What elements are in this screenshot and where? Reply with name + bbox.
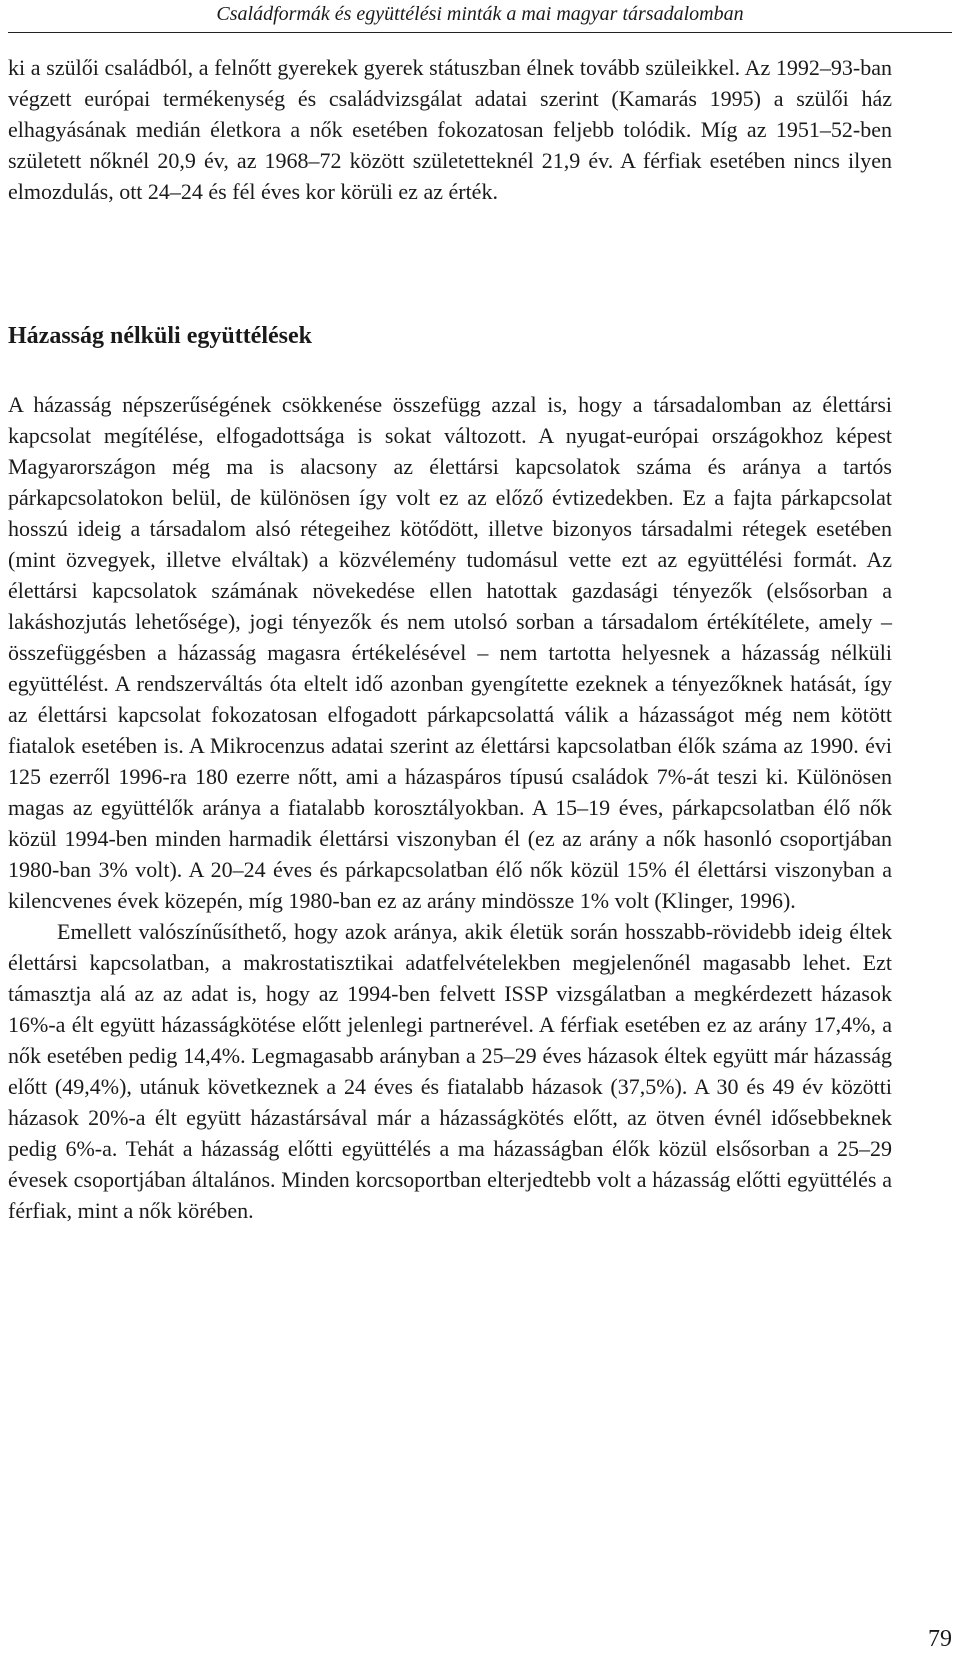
intro-text-block xyxy=(8,52,892,207)
body-paragraph-2: Emellett valószínűsíthető, hogy azok aránya, akik életük során hosszabb-rövidebb ideig éltek élettársi kapcsolatban, a makrostatisztikai adatfelvételekben megjelenőnél magasabb lehet. Ezt támasztja alá az az adat is, hogy az 1994-ben felvett ISSP vizsgálatban a megkérdezett házasok 16%-a élt együtt házasságkötése előtt jelenlegi partnerével. A férfiak esetében ez az arány 17,4%, a nők esetében pedig 14,4%. Legmagasabb arányban a 25–29 éves házasok éltek együtt már házasság előtt (49,4%), utánuk következnek a 24 éves és fiatalabb házasok (37,5%). A 30 és 49 év közötti házasok 20%-a élt együtt házastársával már a házasságkötés előtt, az ötven évnél idősebbeknek pedig 6%-a. Tehát a házasság előtti együttélés a ma házasságban élők közül elsősorban a 25–29 évesek csoportjában általános. Minden korcsoportban elterjedtebb volt a házasság előtti együttélés a férfiak, mint a nők körében. xyxy=(8,919,892,1223)
body-paragraph-1: A házasság népszerűségének csökkenése összefügg azzal is, hogy a társadalomban az élettársi kapcsolat megítélése, elfogadottsága is sokat változott. A nyugat-európai országokhoz képest Magyarországon még ma is alacsony az élettársi kapcsolatok száma és aránya a tartós párkapcsolatokon belül, de különösen így volt ez az előző évtizedekben. Ez a fajta párkapcsolat hosszú ideig a társadalom alsó rétegeihez kötődött, illetve bizonyos társadalmi rétegek esetében (mint özvegyek, illetve elváltak) a közvélemény tudomásul vette ezt az együttélési formát. Az élettársi kapcsolatok számának növekedése ellen hatottak gazdasági tényezők (elsősorban a lakáshozjutás lehetősége), jogi tényezők és nem utolsó sorban a társadalom értékítélete, amely – összefüggésben a házasság magasra értékelésével – nem tartotta helyesnek a házasság nélküli együttélést. A rendszerváltás óta eltelt idő azonban gyengítette ezeknek a tényezőknek hatását, így az élettársi kapcsolat fokozatosan elfogadott párkapcsolattá válik a házasságot még nem kötött fiatalok esetében is. A Mikrocenzus adatai szerint az élettársi kapcsolatban élők száma az 1990. évi 125 ezerről 1996-ra 180 ezerre nőtt, ami a házaspáros típusú családok 7%-át teszi ki. Különösen magas az együttélők aránya a fiatalabb korosztályokban. A 15–19 éves, párkapcsolatban élő nők közül 1994-ben minden harmadik élettársi viszonyban él (ez az arány a nők hasonló csoportjában 1980-ban 3% volt). A 20–24 éves és párkapcsolatban élő nők közül 15% él élettársi viszonyban a kilencvenes évek közepén, míg 1980-ban ez az arány mindössze 1% volt (Klinger, 1996). xyxy=(8,392,892,913)
section-heading: Házasság nélküli együttélések xyxy=(8,323,312,349)
intro-paragraph: ki a szülői családból, a felnőtt gyerekek gyerek státuszban élnek tovább szüleikkel. Az 1992–93-ban végzett európai termékenység és családvizsgálat adatai szerint (Kamarás 1995) a szülői ház elhagyásának medián életkora a nők esetében fokozatosan feljebb tolódik. Míg az 1951–52-ben született nőknél 20,9 év, az 1968–72 között születetteknél 21,9 év. A férfiak esetében nincs ilyen elmozdulás, ott 24–24 és fél éves kor körüli ez az érték. xyxy=(8,55,892,204)
section-text-block xyxy=(8,389,892,1226)
page-number: 79 xyxy=(928,1626,952,1652)
header-rule xyxy=(8,32,952,33)
running-header: Családformák és együttélési minták a mai magyar társadalomban xyxy=(216,3,744,25)
